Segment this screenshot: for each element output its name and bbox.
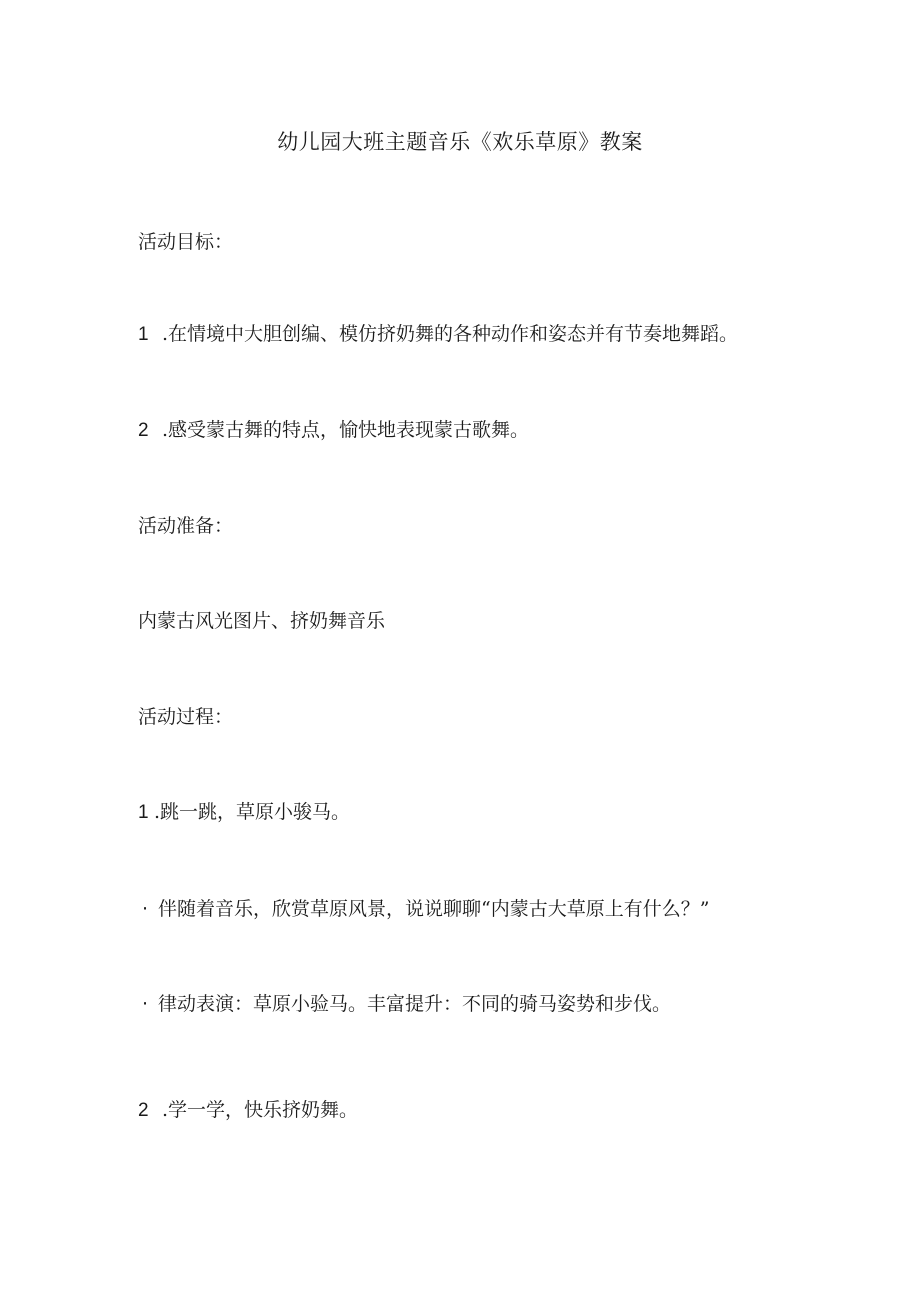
goal-item-2-text: .感受蒙古舞的特点，愉快地表现蒙古歌舞。 bbox=[162, 419, 530, 441]
bullet-item-2 bbox=[140, 991, 671, 1017]
goal-item-2-number: 2 bbox=[138, 420, 149, 441]
bullet-item-2-text: 律动表演：草原小验马。丰富提升：不同的骑马姿势和步伐。 bbox=[158, 993, 672, 1015]
goal-item-1-text: .在情境中大胆创编、模仿挤奶舞的各种动作和姿态并有节奏地舞蹈。 bbox=[162, 323, 739, 345]
bullet-item-2-mark: · bbox=[142, 993, 149, 1015]
goal-item-1 bbox=[138, 321, 738, 348]
prep-text: 内蒙古风光图片、挤奶舞音乐 bbox=[138, 610, 386, 632]
step-item-1 bbox=[138, 799, 350, 826]
step-item-2-text: .学一学，快乐挤奶舞。 bbox=[162, 1099, 359, 1121]
goal-item-1-number: 1 bbox=[138, 324, 149, 345]
step-item-2-number: 2 bbox=[138, 1100, 149, 1121]
step-item-1-number: 1 bbox=[138, 802, 149, 823]
prep-heading: 活动准备： bbox=[138, 515, 234, 537]
process-heading: 活动过程： bbox=[138, 706, 234, 728]
goals-heading: 活动目标： bbox=[138, 231, 234, 253]
bullet-item-1-text: 伴随着音乐，欣赏草原风景，说说聊聊“内蒙古大草原上有什么？” bbox=[158, 898, 710, 920]
bullet-item-1 bbox=[140, 896, 709, 922]
bullet-item-1-mark: · bbox=[142, 898, 149, 920]
step-item-2 bbox=[138, 1097, 358, 1124]
document-title: 幼儿园大班主题音乐《欢乐草原》教案 bbox=[277, 130, 643, 154]
goal-item-2 bbox=[138, 417, 529, 444]
step-item-1-text: .跳一跳，草原小骏马。 bbox=[154, 801, 351, 823]
